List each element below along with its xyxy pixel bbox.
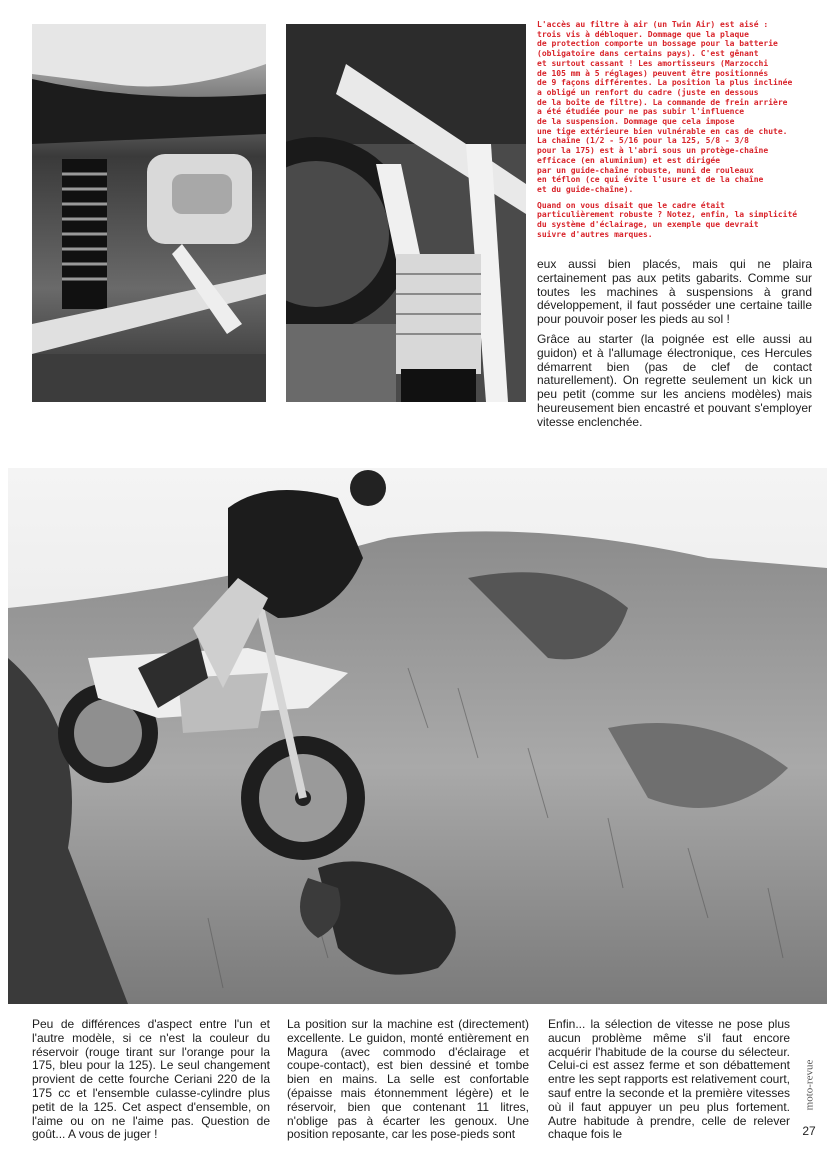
caption-paragraph: L'accès au filtre à air (un Twin Air) est aisé : trois vis à débloquer. Dommage que la plaque de protection comporte un bossage pour la batterie (obligatoire dans certains pays). C'est gênant et surtout cassant ! Les amortisseurs (Marzocchi de 105 mm à 5 réglages) peuvent être positionnés de 9 façons différentes. La position la plus inclinée a obligé un renfort du cadre (juste en dessous de la boîte de filtre). La commande de frein arrière a été étudiée pour ne pas subir l'influence de la suspension. Dommage que cela impose une tige extérieure bien vulnérable en cas de chute. La chaîne (1/2 - 5/16 pour la 125, 5/8 - 3/8 pour la 175) est à l'abri sous un protège-chaîne efficace (en aluminium) et est dirigée par un guide-chaîne robuste, muni de rouleaux en téflon (ce qui évite l'usure et de la chaîne et du guide-chaîne). bbox=[537, 20, 793, 194]
photo-rider-hillclimb bbox=[8, 468, 827, 1004]
text-paragraph: La position sur la machine est (directement) excellente. Le guidon, monté entièrement en Magura (avec commodo d'éclairage et coupe-contact), est bien dessiné et tombe bien en mains. La selle est confortable (épaisse mais étonnemment légère) et le réservoir, bien que contenant 11 litres, n'oblige pas à écarter les genoux. Une position reposante, car les pose-pieds sont bbox=[287, 1017, 529, 1142]
magazine-name bbox=[798, 1045, 820, 1125]
text-paragraph: Peu de différences d'aspect entre l'un et l'autre modèle, si ce n'est la couleur du réservoir (rouge tirant sur l'orange pour la 175, bleu pour la 125). Le seul changement provient de cette fourche Ceriani 220 de la 175 cc et l'ensemble culasse-cylindre plus petit de la 125. Cet aspect d'ensemble, on l'aime ou on ne l'aime pas. Question de goût... A vous de juger ! bbox=[32, 1017, 270, 1142]
photo-chain-guard bbox=[286, 24, 526, 402]
page-number: 27 bbox=[802, 1124, 816, 1138]
bottom-column-1 bbox=[32, 1018, 270, 1148]
text-paragraph: eux aussi bien placés, mais qui ne plaira certainement pas aux petits gabarits. Comme sur toutes les machines à suspensions à grand développement, il faut posséder une certaine taille pour pouvoir poser les pieds au sol ! bbox=[537, 257, 812, 327]
right-column-text bbox=[537, 258, 812, 436]
caption-paragraph: Quand on vous disait que le cadre était particulièrement robuste ? Notez, enfin, la simplicité du système d'éclairage, un exemple que devrait suivre d'autres marques. bbox=[537, 200, 798, 239]
bottom-column-3 bbox=[548, 1018, 790, 1148]
photo-rear-suspension bbox=[32, 24, 266, 402]
bottom-column-2 bbox=[287, 1018, 529, 1148]
text-paragraph: Grâce au starter (la poignée est elle aussi au guidon) et à l'allumage électronique, ces Hercules démarrent bien (pas de clef de contact naturellement). On regrette seulement un kick un peu petit (comme sur les anciens modèles) mais heureusement bien encastré et pouvant s'employer vitesse enclenchée. bbox=[537, 331, 812, 429]
text-paragraph: Enfin... la sélection de vitesse ne pose plus aucun problème même s'il faut encore acquérir l'habitude de la course du sélecteur. Celui-ci est assez ferme et son débattement entre les sept rapports est relativement court, sauf entre la seconde et la première vitesses où il faut appuyer un peu plus fortement. Autre habitude à prendre, celle de relever chaque fois le bbox=[548, 1017, 790, 1142]
magazine-name-text: moto-revue bbox=[803, 1059, 816, 1111]
photo-caption bbox=[537, 20, 819, 245]
